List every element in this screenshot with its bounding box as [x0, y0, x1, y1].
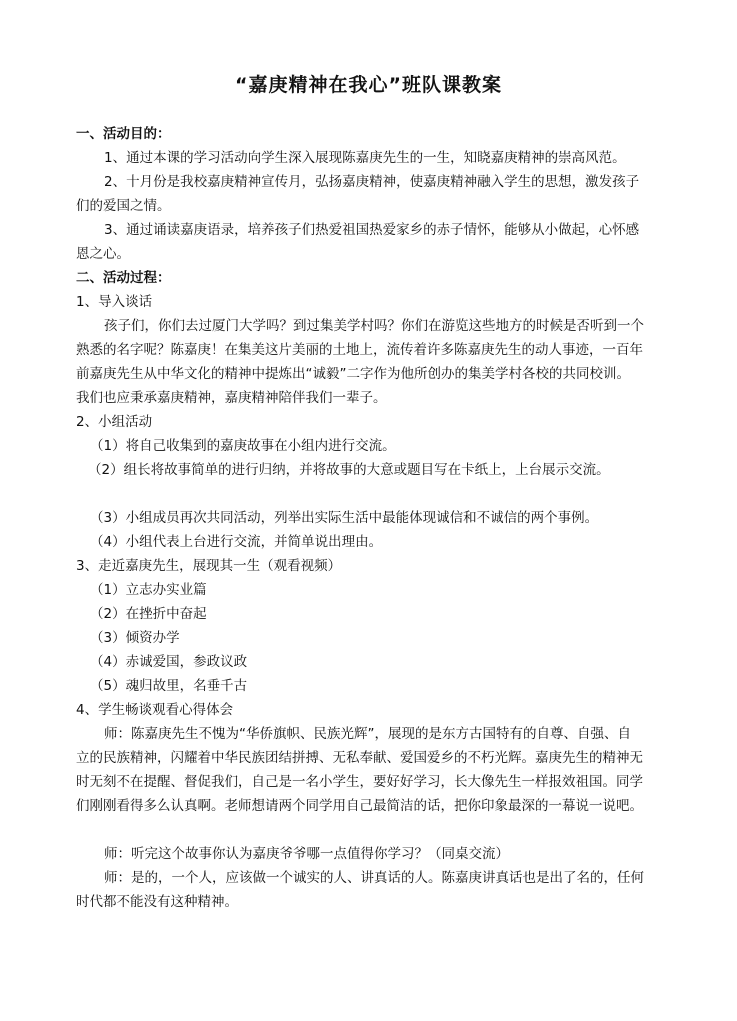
- paragraph-line: 师：是的，一个人，应该做一个诚实的人、讲真话的人。陈嘉庚讲真话也是出了名的，任何: [104, 870, 644, 886]
- subsection-heading: 2、小组活动: [76, 414, 153, 430]
- list-item: （3）倾资办学: [90, 630, 180, 646]
- list-item: （2）组长将故事简单的进行归纳，并将故事的大意或题目写在卡纸上，上台展示交流。: [88, 462, 610, 478]
- paragraph-line: 师：听完这个故事你认为嘉庚爷爷哪一点值得你学习？（同桌交流）: [104, 846, 509, 862]
- paragraph-line: 1、通过本课的学习活动向学生深入展现陈嘉庚先生的一生，知晓嘉庚精神的崇高风范。: [104, 150, 626, 166]
- paragraph-line: 恩之心。: [76, 246, 130, 262]
- paragraph-line: 们的爱国之情。: [76, 198, 171, 214]
- section-heading-purpose: 一、活动目的：: [76, 126, 171, 142]
- paragraph-line: 孩子们，你们去过厦门大学吗？到过集美学村吗？你们在游览这些地方的时候是否听到一个: [104, 318, 644, 334]
- paragraph-line: 立的民族精神，闪耀着中华民族团结拼搏、无私奉献、爱国爱乡的不朽光辉。嘉庚先生的精神无: [76, 750, 643, 766]
- list-item: （4）小组代表上台进行交流，并简单说出理由。: [90, 534, 383, 550]
- paragraph-line: 们刚刚看得多么认真啊。老师想请两个同学用自己最简洁的话，把你印象最深的一幕说一说吧。: [76, 798, 643, 814]
- section-heading-process: 二、活动过程：: [76, 270, 171, 286]
- paragraph-line: 2、十月份是我校嘉庚精神宣传月，弘扬嘉庚精神，使嘉庚精神融入学生的思想，激发孩子: [104, 174, 640, 190]
- paragraph-line: 3、通过诵读嘉庚语录，培养孩子们热爱祖国热爱家乡的赤子情怀，能够从小做起，心怀感: [104, 222, 640, 238]
- paragraph-line: 时代都不能没有这种精神。: [76, 894, 238, 910]
- list-item: （5）魂归故里，名垂千古: [90, 678, 248, 694]
- list-item: （4）赤诚爱国，参政议政: [90, 654, 248, 670]
- paragraph-line: 前嘉庚先生从中华文化的精神中提炼出“诚毅”二字作为他所创办的集美学村各校的共同校训。: [76, 366, 630, 382]
- paragraph-line: 我们也应秉承嘉庚精神，嘉庚精神陪伴我们一辈子。: [76, 390, 387, 406]
- document-title: “嘉庚精神在我心”班队课教案: [235, 74, 502, 96]
- subsection-heading: 4、学生畅谈观看心得体会: [76, 702, 234, 718]
- list-item: （3）小组成员再次共同活动，列举出实际生活中最能体现诚信和不诚信的两个事例。: [90, 510, 599, 526]
- list-item: （1）将自己收集到的嘉庚故事在小组内进行交流。: [90, 438, 396, 454]
- paragraph-line: 熟悉的名字呢？陈嘉庚！在集美这片美丽的土地上，流传着许多陈嘉庚先生的动人事迹，一百年: [76, 342, 643, 358]
- list-item: （2）在挫折中奋起: [90, 606, 207, 622]
- list-item: （1）立志办实业篇: [90, 582, 207, 598]
- paragraph-line: 时无刻不在提醒、督促我们，自己是一名小学生，要好好学习，长大像先生一样报效祖国。同学: [76, 774, 643, 790]
- paragraph-line: 师：陈嘉庚先生不愧为“华侨旗帜、民族光辉”，展现的是东方古国特有的自尊、自强、自: [104, 726, 631, 742]
- subsection-heading: 1、导入谈话: [76, 294, 153, 310]
- subsection-heading: 3、走近嘉庚先生，展现其一生（观看视频）: [76, 558, 342, 574]
